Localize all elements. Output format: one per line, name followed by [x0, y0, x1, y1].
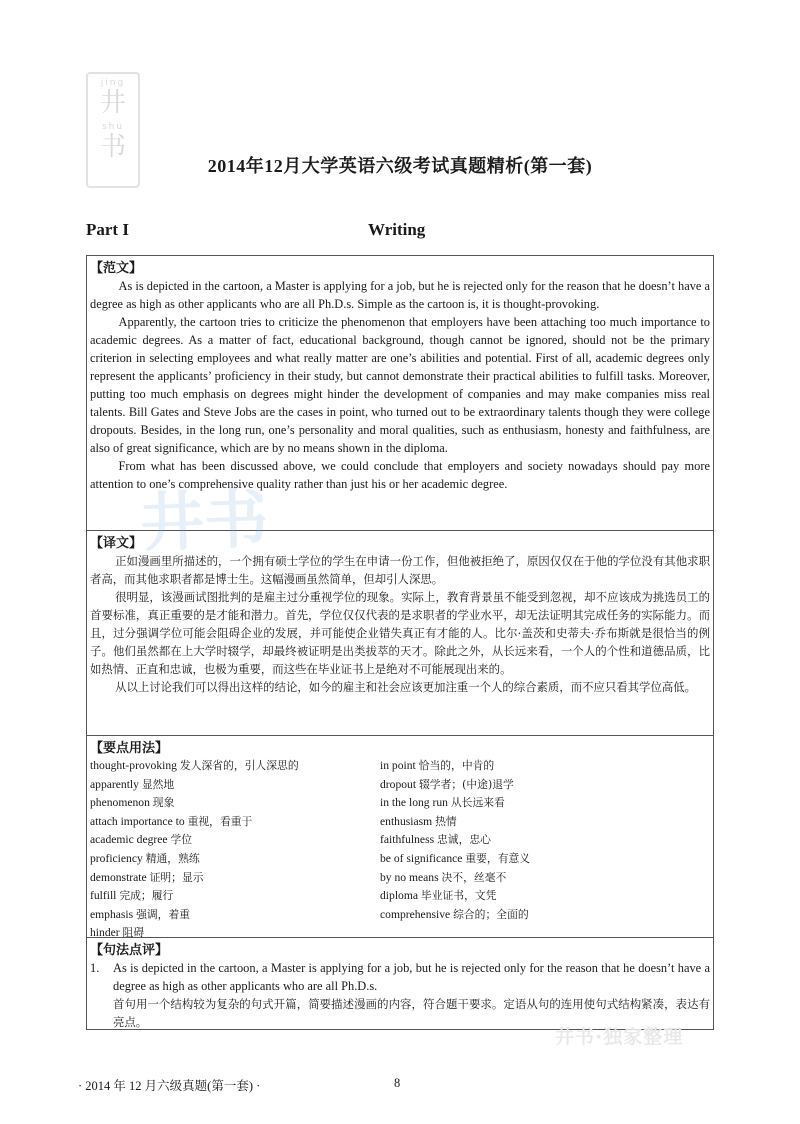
- translation-paragraph-1: 正如漫画里所描述的，一个拥有硕士学位的学生在申请一份工作，但他被拒绝了，原因仅仅在于他的学位没有其他求职者高，而其他求职者都是博士生。这幅漫画虽然简单，但却引人深思。: [90, 554, 710, 586]
- footer-source: · 2014 年 12 月六级真题(第一套) ·: [78, 1079, 261, 1093]
- logo-char-1: 井: [99, 88, 126, 118]
- vocab-left-column: [90, 757, 299, 943]
- logo-mid-text: shu: [101, 122, 125, 132]
- part-label: Part I: [86, 220, 129, 239]
- vocab-item: fulfill 完成；履行: [90, 889, 174, 903]
- content-frame: [86, 255, 714, 1030]
- vocab-box: [87, 736, 713, 938]
- section-title: Writing: [368, 220, 426, 239]
- vocab-item: demonstrate 证明；显示: [90, 870, 204, 884]
- logo-top-text: jing: [100, 78, 126, 88]
- logo-char-2: 书: [99, 132, 126, 162]
- vocab-right-column: [380, 757, 530, 924]
- essay-paragraph-3: From what has been discussed above, we could conclude that employers and society nowadays should pay more attention to one’s comprehensive quality rather than just his or her academic degree.: [90, 459, 710, 491]
- sentence-review-box: [87, 938, 713, 1030]
- translation-paragraph-3: 从以上讨论我们可以得出这样的结论，如今的雇主和社会应该更加注重一个人的综合素质，而不应只看其学位高低。: [115, 680, 697, 694]
- watermark-text: 井书·独家整理: [555, 1026, 684, 1048]
- sentence-item: [113, 959, 710, 1031]
- vocab-item: diploma 毕业证书，文凭: [380, 889, 497, 903]
- vocab-item: proficiency 精通，熟练: [90, 851, 200, 865]
- sentence-comment: 首句用一个结构较为复杂的句式开篇，简要描述漫画的内容，符合题干要求。定语从句的连用使句式结构紧凑，表达有亮点。: [113, 997, 710, 1029]
- page-title: 2014年12月大学英语六级考试真题精析(第一套): [207, 156, 593, 176]
- model-essay-heading: 【范文】: [90, 261, 143, 276]
- vocab-item: apparently 显然地: [90, 777, 175, 791]
- translation-heading: 【译文】: [90, 536, 143, 551]
- sentence-review-heading: 【句法点评】: [90, 943, 169, 958]
- vocab-item: thought-provoking 发人深省的，引人深思的: [90, 759, 299, 772]
- sentence-text: As is depicted in the cartoon, a Master is applying for a job, but he is rejected only for the reason that he doesn’t have a degree as high as other applicants who are all Ph.D.s.: [113, 961, 710, 993]
- essay-paragraph-1: As is depicted in the cartoon, a Master is applying for a job, but he is rejected only for the reason that he doesn’t have a degree as high as other applicants who are all Ph.D.s. Simple as the cartoon is, it is thought-provoking.: [90, 279, 710, 311]
- vocab-heading: 【要点用法】: [90, 741, 169, 756]
- translation-paragraph-2: 很明显，该漫画试图批判的是雇主过分重视学位的现象。实际上，教育背景虽不能受到忽视，却不应该成为挑选员工的首要标准，真正重要的是才能和潜力。首先，学位仅仅代表的是求职者的学业水平，却无法证明其完成任务的实际能力。而且，过分强调学位可能会阻碍企业的发展，并可能使企业错失真正有才能的人。比尔·盖茨和史蒂夫·乔布斯就是很恰当的例子。他们虽然都在上大学时辍学，却最终被证明是出类拔萃的天才。除此之外，从长远来看，一个人的个性和道德品质，比如热情、正直和忠诚，也极为重要，而这些在毕业证书上是绝对不可能展现出来的。: [90, 590, 710, 676]
- vocab-item: be of significance 重要，有意义: [380, 851, 531, 865]
- vocab-item: hinder 阻碍: [90, 926, 145, 940]
- vocab-item: faithfulness 忠诚，忠心: [380, 833, 491, 847]
- vocab-item: attach importance to 重视，看重于: [90, 814, 253, 828]
- vocab-item: in point 恰当的，中肯的: [380, 759, 495, 772]
- vocab-item: comprehensive 综合的；全面的: [380, 907, 529, 921]
- translation-box: [87, 531, 713, 736]
- vocab-item: phenomenon 现象: [90, 796, 175, 810]
- model-essay-box: [87, 256, 713, 531]
- vocab-item: enthusiasm 热情: [380, 814, 457, 828]
- translation-body: [90, 552, 710, 696]
- vocab-item: emphasis 强调，着重: [90, 907, 191, 921]
- page-number: 8: [394, 1076, 401, 1090]
- vocab-item: by no means 决不，丝毫不: [380, 870, 507, 884]
- sentence-number: 1.: [90, 961, 100, 975]
- essay-paragraph-2: Apparently, the cartoon tries to criticize the phenomenon that employers have been attaching too much importance to academic degrees. As a matter of fact, educational background, though cannot be ignored, should not be the primary criterion in selecting employees and what really matter are one’s abilities and potential. First of all, academic degrees only represent the applicants’ proficiency in their study, but cannot demonstrate their practical abilities to fulfill tasks. Moreover, putting too much emphasis on degrees might hinder the development of companies and may make companies miss real talents. Bill Gates and Steve Jobs are the cases in point, who turned out to be extraordinary talents though they were college dropouts. Besides, in the long run, one’s personality and moral qualities, such as enthusiasm, honesty and faithfulness, are also of great significance, which are by no means shown in the diploma.: [90, 315, 710, 455]
- model-essay-body: [90, 277, 710, 493]
- vocab-item: academic degree 学位: [90, 833, 193, 847]
- vocab-item: in the long run 从长远来看: [380, 796, 505, 810]
- watermark-logo: 井书: [138, 482, 270, 562]
- vocab-item: dropout 辍学者；(中途)退学: [380, 777, 514, 791]
